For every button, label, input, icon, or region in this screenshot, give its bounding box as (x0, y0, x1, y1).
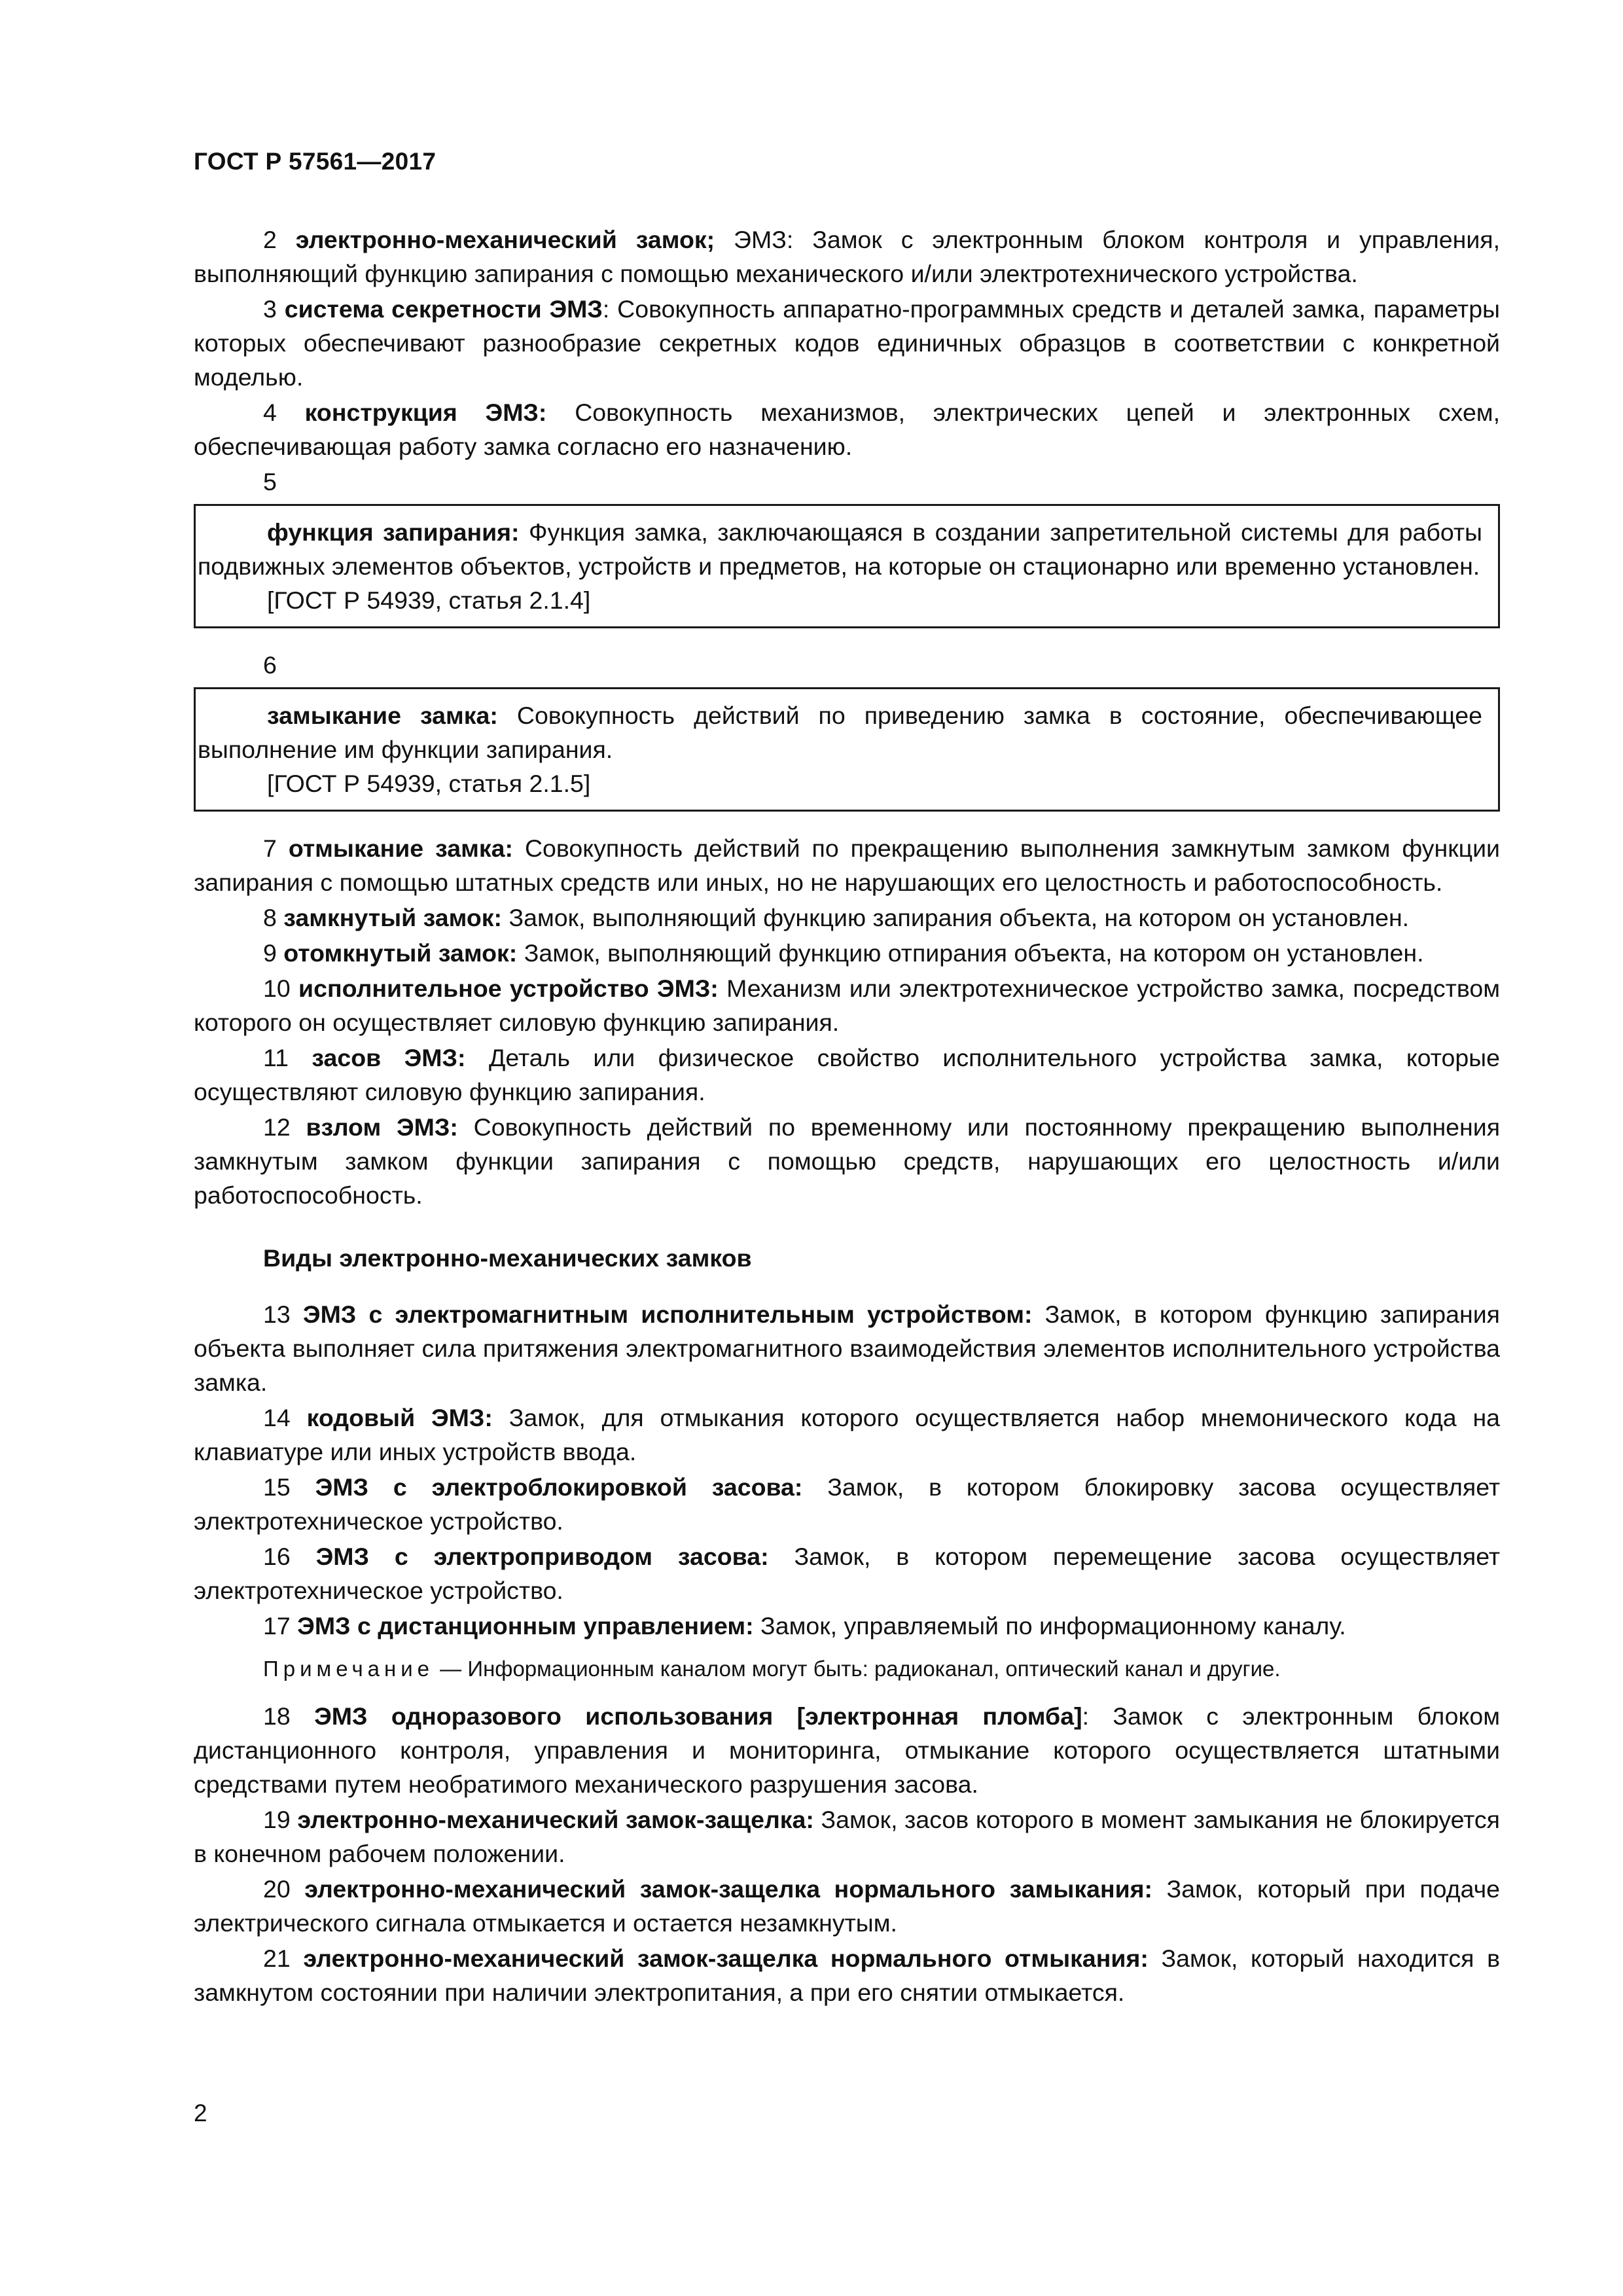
term-definition: ЭМЗ: Замок с электронным блоком контроля и управления, выполняющий функцию запирания с помощью механического и/или электротехнического устройства. (194, 226, 1501, 287)
term-number: 17 (263, 1612, 291, 1640)
term-9 (194, 936, 1500, 970)
term-number: 8 (263, 904, 277, 931)
section-title: Виды электронно-механических замков (263, 1244, 752, 1272)
term-16 (194, 1539, 1500, 1607)
term-name: электронно-механический замок-защелка: (297, 1806, 814, 1833)
term-6-reference: [ГОСТ Р 54939, статья 2.1.5] (267, 770, 591, 797)
note-label: Примечание (263, 1657, 435, 1681)
term-definition: Замок, выполняющий функцию запирания объекта, на котором он установлен. (502, 904, 1410, 931)
term-number: 20 (263, 1875, 291, 1903)
term-7 (194, 831, 1500, 899)
term-name: электронно-механический замок-защелка нормального отмыкания: (303, 1945, 1149, 1972)
term-number: 9 (263, 939, 277, 967)
term-definition: Деталь или физическое свойство исполнительного устройства замка, которые осуществляют силовую функцию запирания. (194, 1044, 1500, 1105)
term-name: электронно-механический замок; (295, 226, 715, 253)
term-10 (194, 971, 1500, 1039)
term-name: ЭМЗ с электромагнитным исполнительным устройством: (302, 1300, 1033, 1328)
term-name: кодовый ЭМЗ: (306, 1404, 493, 1431)
term-19 (194, 1803, 1500, 1871)
term-definition: Замок, в котором функцию запирания объекта выполняет сила притяжения электромагнитного взаимодействия элементов исполнительного устройства замка. (194, 1300, 1500, 1396)
term-name: исполнительное устройство ЭМЗ: (298, 975, 719, 1002)
term-name: замыкание замка: (267, 702, 498, 729)
term-20 (194, 1872, 1500, 1940)
term-number: 21 (263, 1945, 291, 1972)
term-6 (198, 698, 1482, 766)
term-number: 11 (263, 1044, 289, 1071)
term-name: ЭМЗ с электроприводом засова: (315, 1543, 769, 1570)
term-definition: Механизм или электротехническое устройство замка, посредством которого он осуществляет силовую функцию запирания. (194, 975, 1500, 1036)
term-5-reference: [ГОСТ Р 54939, статья 2.1.4] (267, 586, 591, 614)
term-2 (194, 223, 1500, 291)
term-definition: : Совокупность аппаратно-программных средств и деталей замка, параметры которых обеспечивают разнообразие секретных кодов единичных образцов в соответствии с конкретной моделью. (194, 295, 1501, 391)
term-5-box (194, 504, 1500, 628)
term-6-number: 6 (263, 651, 277, 679)
term-name: засов ЭМЗ: (312, 1044, 466, 1071)
term-number: 18 (263, 1702, 291, 1730)
term-number: 3 (263, 295, 277, 323)
term-number: 4 (263, 399, 277, 426)
term-definition: Замок, который при подаче электрического сигнала отмыкается и остается незамкнутым. (194, 1875, 1500, 1937)
term-definition: Замок, засов которого в момент замыкания не блокируется в конечном рабочем положении. (194, 1806, 1500, 1867)
term-definition: Совокупность действий по приведению замка в состояние, обеспечивающее выполнение им функции запирания. (198, 702, 1483, 763)
term-17 (194, 1609, 1500, 1643)
term-3 (194, 292, 1500, 394)
term-11 (194, 1041, 1500, 1109)
term-definition: Совокупность действий по временному или постоянному прекращению выполнения замкнутым замком функции запирания с помощью средств, нарушающих его целостность и/или работоспособность. (194, 1113, 1501, 1209)
term-13 (194, 1297, 1500, 1399)
term-name: замкнутый замок: (283, 904, 503, 931)
term-definition: Замок, который находится в замкнутом состоянии при наличии электропитания, а при его снятии отмыкается. (194, 1945, 1500, 2006)
term-definition: Функция замка, заключающаяся в создании запретительной системы для работы подвижных элементов объектов, устройств и предметов, на которые он стационарно или временно установлен. (198, 518, 1482, 580)
note-text: — Информационным каналом могут быть: радиоканал, оптический канал и другие. (434, 1657, 1281, 1681)
term-name: взлом ЭМЗ: (306, 1113, 458, 1141)
term-number: 2 (263, 226, 277, 253)
term-name: отомкнутый замок: (283, 939, 518, 967)
term-definition: Совокупность механизмов, электрических цепей и электронных схем, обеспечивающая работу замка согласно его назначению. (194, 399, 1501, 460)
note (194, 1653, 1500, 1685)
term-name: ЭМЗ с электроблокировкой засова: (315, 1473, 803, 1501)
term-name: конструкция ЭМЗ: (304, 399, 547, 426)
term-number: 14 (263, 1404, 291, 1431)
document-code-header: ГОСТ Р 57561—2017 (194, 148, 437, 175)
term-12 (194, 1110, 1500, 1212)
term-name: ЭМЗ одноразового использования [электронная пломба] (314, 1702, 1082, 1730)
term-14 (194, 1401, 1500, 1469)
term-number: 16 (263, 1543, 291, 1570)
term-definition: : Замок с электронным блоком дистанционного контроля, управления и мониторинга, отмыкание которого осуществляется штатными средствами путем необратимого механического разрушения засова. (194, 1702, 1500, 1798)
term-number: 13 (263, 1300, 291, 1328)
page-number: 2 (194, 2100, 207, 2126)
term-number: 7 (263, 834, 277, 862)
document-body (194, 223, 1500, 2011)
term-definition: Замок, управляемый по информационному каналу. (753, 1612, 1346, 1640)
term-number: 10 (263, 975, 291, 1002)
term-number: 19 (263, 1806, 291, 1833)
term-number: 15 (263, 1473, 291, 1501)
term-name: функция запирания: (267, 518, 520, 546)
term-definition: Замок, выполняющий функцию отпирания объекта, на котором он установлен. (517, 939, 1424, 967)
term-5-number: 5 (263, 468, 277, 495)
term-number: 12 (263, 1113, 291, 1141)
term-name: система секретности ЭМЗ (284, 295, 603, 323)
term-definition: Замок, в котором перемещение засова осуществляет электротехническое устройство. (194, 1543, 1500, 1604)
term-5 (198, 515, 1482, 583)
term-name: электронно-механический замок-защелка нормального замыкания: (304, 1875, 1153, 1903)
term-definition: Замок, для отмыкания которого осуществляется набор мнемонического кода на клавиатуре или иных устройств ввода. (194, 1404, 1501, 1465)
term-definition: Замок, в котором блокировку засова осуществляет электротехническое устройство. (194, 1473, 1500, 1535)
term-4 (194, 395, 1500, 463)
term-name: отмыкание замка: (288, 834, 513, 862)
term-15 (194, 1470, 1500, 1538)
term-6-box (194, 687, 1500, 812)
term-21 (194, 1941, 1500, 2009)
term-definition: Совокупность действий по прекращению выполнения замкнутым замком функции запирания с помощью штатных средств или иных, но не нарушающих его целостность и работоспособность. (194, 834, 1500, 896)
term-8 (194, 901, 1500, 935)
term-name: ЭМЗ с дистанционным управлением: (297, 1612, 754, 1640)
term-18 (194, 1699, 1500, 1801)
